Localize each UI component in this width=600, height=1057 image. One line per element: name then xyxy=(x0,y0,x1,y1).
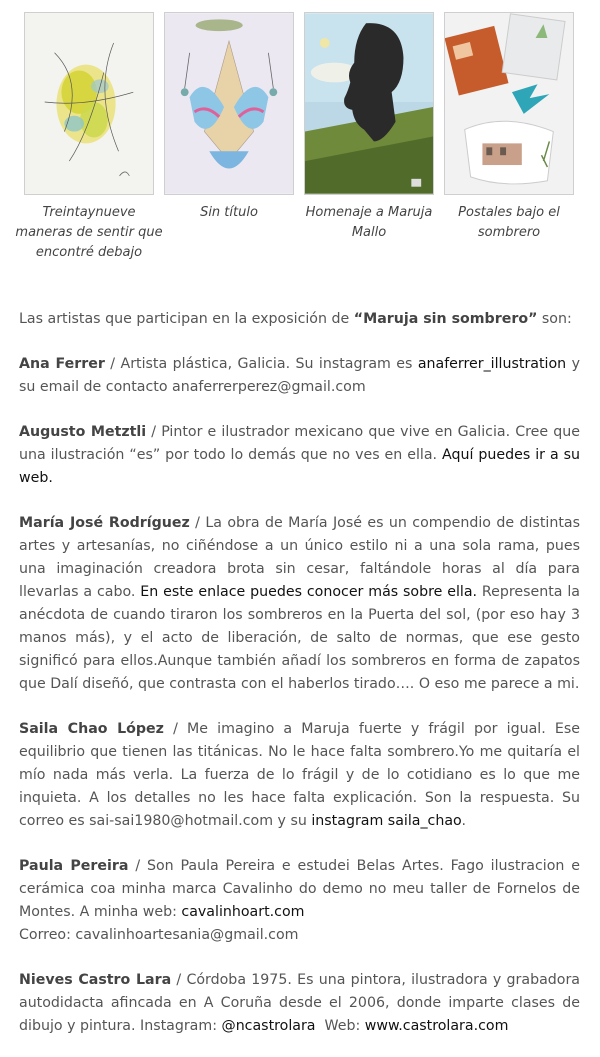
symmetric-figure-artwork-image xyxy=(165,13,293,194)
gallery-image-1[interactable] xyxy=(24,12,154,195)
website-link[interactable]: cavalinhoart.com xyxy=(181,904,305,920)
gallery-caption-3: Homenaje a Maruja Mallo xyxy=(305,205,433,240)
artist-name: Nieves Castro Lara xyxy=(19,972,172,988)
artist-name: Paula Pereira xyxy=(19,858,129,874)
article-body xyxy=(19,308,580,1038)
gallery-image-4[interactable] xyxy=(444,12,574,195)
maruja-mallo-portrait-image xyxy=(305,13,433,194)
instagram-link[interactable]: @ncastrolara xyxy=(221,1018,316,1034)
artist-name: Ana Ferrer xyxy=(19,356,105,372)
website-link[interactable]: Aquí puedes ir a su web. xyxy=(19,447,580,486)
more-info-link[interactable]: En este enlace puedes conocer más sobre ella. xyxy=(140,584,478,600)
instagram-link[interactable]: anaferrer_illustration xyxy=(417,356,567,372)
artist-entry: Saila Chao López / Me imagino a Maruja fuerte y frágil por igual. Ese equilibrio que tienen las titánicas. No le hace falta sombrero.Yo me quitaría el mío nada más verla. La fuerza de lo frágil y de lo cotidiano es lo que me inquieta. A los detalles no les hace falta explicación. Son la respuesta. Su correo es sai-sai1980@hotmail.com y su instagram saila_chao. xyxy=(19,721,580,829)
artist-entry: Ana Ferrer / Artista plástica, Galicia. Su instagram es anaferrer_illustration y su email de contacto anaferrerperez@gmail.com xyxy=(19,356,580,395)
artist-name: Saila Chao López xyxy=(19,721,164,737)
artist-name: María José Rodríguez xyxy=(19,515,190,531)
gallery-caption-4: Postales bajo el sombrero xyxy=(458,205,560,240)
gallery-image-3[interactable] xyxy=(304,12,434,195)
website-link[interactable]: www.castrolara.com xyxy=(364,1018,509,1034)
exhibition-title: “Maruja sin sombrero” xyxy=(353,311,538,327)
artwork-gallery xyxy=(0,0,600,270)
artist-entry: Augusto Metztli / Pintor e ilustrador mexicano que vive en Galicia. Cree que una ilustración “es” por todo lo demás que no ves en ella. Aquí puedes ir a su web. xyxy=(19,424,580,486)
gallery-image-2[interactable] xyxy=(164,12,294,195)
artist-entry: Nieves Castro Lara / Córdoba 1975. Es una pintora, ilustradora y grabadora autodidacta afincada en A Coruña desde el 2006, donde imparte clases de dibujo y pintura. Instagram: @ncastrolara Web: www.castrolara.com xyxy=(19,972,580,1034)
abstract-yellow-artwork-image xyxy=(25,13,153,194)
gallery-caption-1: Treintaynueve maneras de sentir que encontré debajo xyxy=(15,205,163,260)
artist-entry: Paula Pereira / Son Paula Pereira e estudei Belas Artes. Fago ilustracion e cerámica coa minha marca Cavalinho do demo no meu taller de Fornelos de Montes. A minha web: cavalinhoart.com Correo: cavalinhoartesania@gmail.com xyxy=(19,858,580,943)
gallery-caption-2: Sin título xyxy=(200,205,258,220)
artist-name: Augusto Metztli xyxy=(19,424,147,440)
postcards-collage-image xyxy=(445,13,573,194)
artist-entry: María José Rodríguez / La obra de María José es un compendio de distintas artes y artesanías, no ciñéndose a un único estilo ni a una sola rama, pues una imaginación creadora brota sin cesar, faltándole horas al día para llevarlas a cabo. En este enlace puedes conocer más sobre ella. Representa la anécdota de cuando tiraron los sombreros en la Puerta del sol, (por eso hay 3 manos más), y el acto de liberación, de salto de normas, que ese gesto significó para ellos.Aunque también añadí los sombreros en forma de zapatos que Dalí diseñó, que contrasta con el haberlos tirado…. O eso me parece a mi. xyxy=(19,515,581,692)
intro-paragraph: Las artistas que participan en la exposición de “Maruja sin sombrero” son: xyxy=(19,311,572,327)
instagram-link[interactable]: instagram saila_chao xyxy=(311,813,462,829)
